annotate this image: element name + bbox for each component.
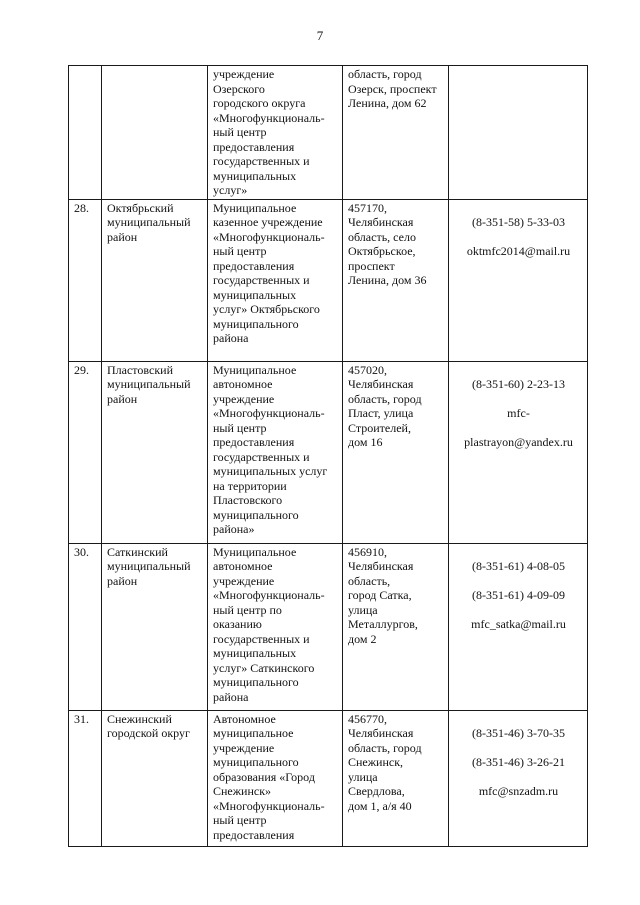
email-address: mfc- <box>507 406 530 420</box>
postal-address: область, город Озерск, проспект Ленина, дом 62 <box>343 66 449 200</box>
page-number: 7 <box>316 28 324 43</box>
organization-name: Муниципальное казенное учреждение «Многофункциональ- ный центр предоставления государственных и муниципальных услуг» Октябрьского муниципального района <box>208 199 343 361</box>
postal-address: 456770, Челябинская область, город Снежинск, улица Свердлова, дом 1, а/я 40 <box>343 710 449 846</box>
postal-address: 457020, Челябинская область, город Пласт, улица Строителей, дом 16 <box>343 361 449 543</box>
phone-number: (8-351-58) 5-33-03 <box>472 215 565 229</box>
row-number: 29. <box>69 361 102 543</box>
district-name: Пластовский муниципальный район <box>102 361 208 543</box>
organization-name: Муниципальное автономное учреждение «Многофункциональ- ный центр по оказанию государственных и муниципальных услуг» Саткинского муниципального района <box>208 543 343 710</box>
phone-number: (8-351-61) 4-09-09 <box>472 588 565 602</box>
row-number: 28. <box>69 199 102 361</box>
district-name: Октябрьский муниципальный район <box>102 199 208 361</box>
table-row <box>69 361 588 543</box>
row-number: 31. <box>69 710 102 846</box>
table-row <box>69 710 588 846</box>
table-row <box>69 199 588 361</box>
district-name: Саткинский муниципальный район <box>102 543 208 710</box>
organization-name: Автономное муниципальное учреждение муниципального образования «Город Снежинск» «Многофункциональ- ный центр предоставления <box>208 710 343 846</box>
contact-info <box>449 361 588 543</box>
phone-number: (8-351-61) 4-08-05 <box>472 559 565 573</box>
contact-info <box>449 66 588 200</box>
phone-number: (8-351-46) 3-26-21 <box>472 755 565 769</box>
postal-address: 457170, Челябинская область, село Октябрьское, проспект Ленина, дом 36 <box>343 199 449 361</box>
contact-info <box>449 199 588 361</box>
phone-number: (8-351-60) 2-23-13 <box>472 377 565 391</box>
row-number <box>69 66 102 200</box>
table-row <box>69 66 588 200</box>
row-number: 30. <box>69 543 102 710</box>
email-address: mfc@snzadm.ru <box>478 784 559 798</box>
email-address: plastrayon@yandex.ru <box>464 435 573 449</box>
postal-address: 456910, Челябинская область, город Сатка, улица Металлургов, дом 2 <box>343 543 449 710</box>
organization-name: Муниципальное автономное учреждение «Многофункциональ- ный центр предоставления государственных и муниципальных услуг на территории Пластовского муниципального района» <box>208 361 343 543</box>
email-address: oktmfc2014@mail.ru <box>466 244 571 258</box>
contact-info <box>449 543 588 710</box>
organization-name: учреждение Озерского городского округа «Многофункциональ- ный центр предоставления государственных и муниципальных услуг» <box>208 66 343 200</box>
table-row <box>69 543 588 710</box>
phone-number: (8-351-46) 3-70-35 <box>472 726 565 740</box>
mfc-directory-table <box>68 65 588 847</box>
email-address: mfc_satka@mail.ru <box>471 617 566 631</box>
district-name: Снежинский городской округ <box>102 710 208 846</box>
district-name <box>102 66 208 200</box>
contact-info <box>449 710 588 846</box>
